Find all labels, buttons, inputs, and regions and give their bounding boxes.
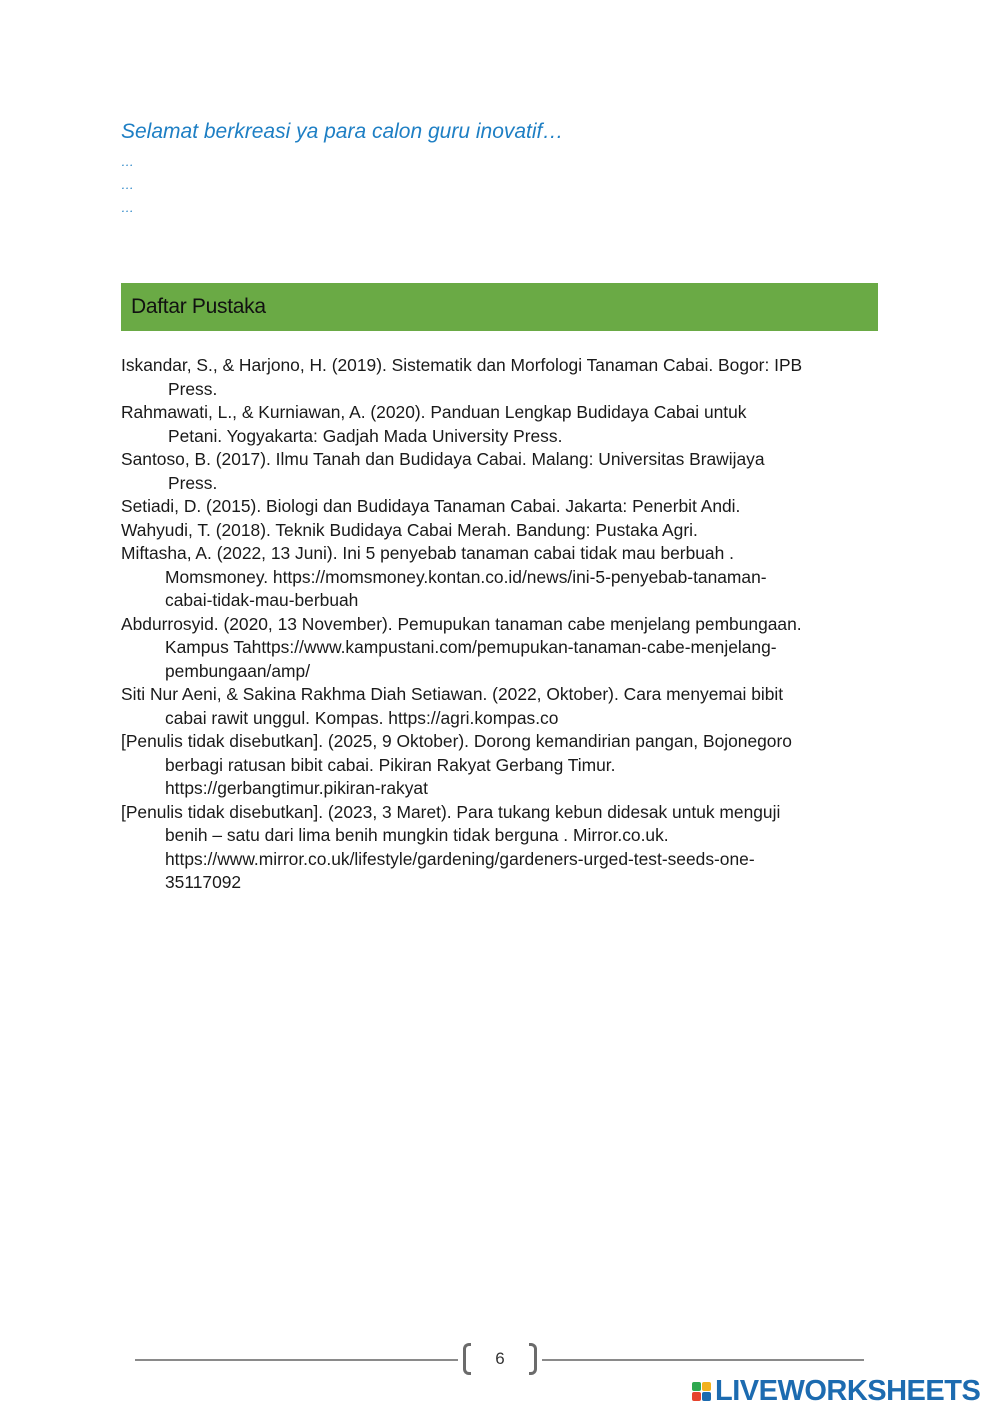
footer-brace-right [529,1343,537,1375]
reference-item: Santoso, B. (2017). Ilmu Tanah dan Budidaya Cabai. Malang: Universitas Brawijaya Press. [121,449,765,493]
section-header [121,283,878,331]
ellipsis-2: … [121,177,134,192]
footer-line-right [542,1359,864,1361]
reference-item: Wahyudi, T. (2018). Teknik Budidaya Cabai Merah. Bandung: Pustaka Agri. [121,519,698,540]
reference-item: Siti Nur Aeni, & Sakina Rakhma Diah Setiawan. (2022, Oktober). Cara menyemai bibit cabai rawit unggul. Kompas. https://agri.kompas.co [121,684,784,728]
page-number: 6 [495,1349,505,1368]
footer-brace-left [463,1343,471,1375]
reference-list [121,354,911,895]
reference-item: [Penulis tidak disebutkan]. (2023, 3 Maret). Para tukang kebun didesak untuk menguji benih – satu dari lima benih mungkin tidak berguna . Mirror.co.uk. https://www.mirror.co.uk/lifestyle/gardening/gardeners-urged-test-seeds-one- 35117092 [121,801,781,892]
liveworksheets-logo-icon [692,1382,711,1401]
greeting-text: Selamat berkreasi ya para calon guru inovatif… [121,120,564,143]
reference-item: Setiadi, D. (2015). Biologi dan Budidaya Tanaman Cabai. Jakarta: Penerbit Andi. [121,496,741,516]
brand-logo-area [692,1374,980,1408]
reference-item: Miftasha, A. (2022, 13 Juni). Ini 5 penyebab tanaman cabai tidak mau berbuah . Momsmoney. https://momsmoney.kontan.co.id/news/ini-5-penyebab-tanaman- cabai-tidak-mau-berbuah [121,543,767,610]
brand-text: LIVEWORKSHEETS [715,1374,981,1407]
reference-item: Abdurrosyid. (2020, 13 November). Pemupukan tanaman cabe menjelang pembungaan. Kampus Tahttps://www.kampustani.com/pemupukan-tanaman-cabe-menjelang- pembungaan/amp/ [121,613,802,681]
footer-line-left [135,1359,458,1361]
reference-item: [Penulis tidak disebutkan]. (2025, 9 Oktober). Dorong kemandirian pangan, Bojonegoro berbagi ratusan bibit cabai. Pikiran Rakyat Gerbang Timur. https://gerbangtimur.pikiran-rakyat [121,731,792,798]
ellipsis-3: … [121,200,134,215]
reference-item: Iskandar, S., & Harjono, H. (2019). Sistematik dan Morfologi Tanaman Cabai. Bogor: IPB Press. [121,355,803,399]
reference-item: Rahmawati, L., & Kurniawan, A. (2020). Panduan Lengkap Budidaya Cabai untuk Petani. Yogyakarta: Gadjah Mada University Press. [121,402,747,446]
section-title: Daftar Pustaka [131,295,266,318]
ellipsis-1: … [121,154,134,169]
